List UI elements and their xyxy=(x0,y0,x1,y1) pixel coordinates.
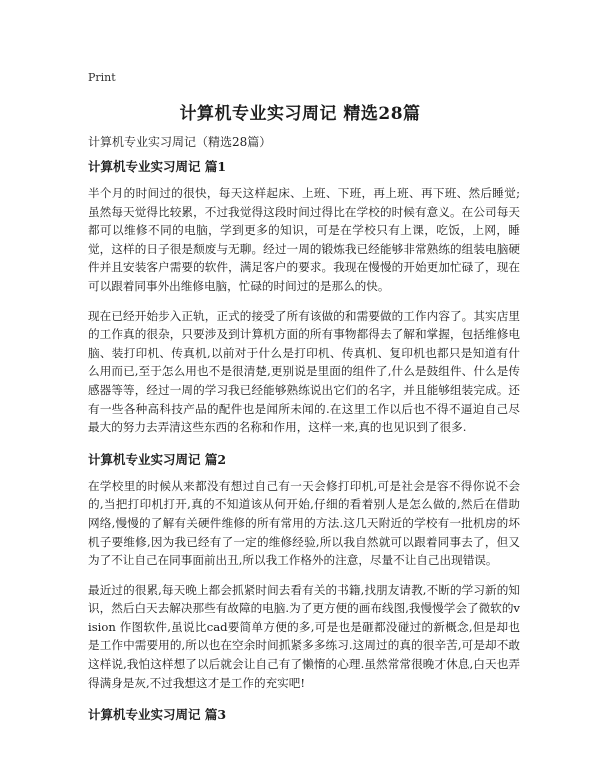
section-heading: 计算机专业实习周记 篇3 xyxy=(88,707,227,723)
paragraph: 最近过的很累,每天晚上都会抓紧时间去看有关的书籍,找朋友请教,不断的学习新的知识，然后白天去解决那些有故障的电脑.为了更方便的画布线图,我慢慢学会了微软的vision 作图软件,虽说比cad要简单方便的多,可是也是砸都没碰过的新概念,但是却也是工作中需要用的,所以也在空余时间抓紧多多练习.这周过的真的很辛苦,可是却不敢这样说,我怕这样想了以后就会让自己有了懒惰的心理.虽然常常很晚才休息,白天也弄得满身是灰,不过我想这才是工作的充实吧! xyxy=(88,582,520,690)
section-heading: 计算机专业实习周记 篇2 xyxy=(88,451,227,467)
document-title: 计算机专业实习周记 精选28篇 xyxy=(179,104,421,124)
paragraph: 半个月的时间过的很快，每天这样起床、上班、下班，再上班、再下班、然后睡觉;虽然每天觉得比较累，不过我觉得这段时间过得比在学校的时候有意义。在公司每天都可以维修不同的电脑，学到更多的知识，可是在学校只有上课，吃饭，上网，睡觉，这样的日子很是颓废与无聊。经过一周的锻炼我已经能够非常熟练的组装电脑硬件并且安装客户需要的软件，满足客户的要求。我现在慢慢的开始更加忙碌了，现在可以跟着同事外出维修电脑，忙碌的时间过的是那么的快。 xyxy=(88,186,520,293)
document-subtitle: 计算机专业实习周记（精选28篇） xyxy=(88,135,272,149)
section-1 xyxy=(88,158,520,437)
section-3 xyxy=(88,706,520,724)
section-2 xyxy=(88,451,520,693)
print-link[interactable]: Print xyxy=(88,71,116,84)
paragraph: 在学校里的时候从来都没有想过自己有一天会修打印机,可是社会是容不得你说不会的,当把打印机打开,真的不知道该从何开始,仔细的看着别人是怎么做的,然后在借助网络,慢慢的了解有关硬件维修的所有常用的方法.这几天附近的学校有一批机房的坏机子要维修,因为我已经有了一定的维修经验,所以我自然就可以跟着同事去了，但又为了不让自己在同事面前出丑,所以我工作格外的注意，尽量不让自己出现错误。 xyxy=(88,478,520,568)
document-body xyxy=(88,158,520,732)
section-heading: 计算机专业实习周记 篇1 xyxy=(88,159,227,174)
paragraph: 现在已经开始步入正轨，正式的接受了所有该做的和需要做的工作内容了。其实店里的工作真的很杂，只要涉及到计算机方面的所有事物都得去了解和掌握，包括维修电脑、装打印机、传真机,以前对于什么是打印机、传真机、复印机也都只是知道有什么用而已,至于怎么用也不是很清楚,更别说是里面的组件了,什么是鼓组件、什么是传感器等等，经过一周的学习我已经能够熟练说出它们的名字，并且能够组装完成。还有一些各种高科技产品的配件也是闻所未闻的.在这里工作以后也不得不逼迫自己尽最大的努力去弄清这些东西的名称和作用，这样一来,真的也见识到了很多. xyxy=(88,308,520,435)
